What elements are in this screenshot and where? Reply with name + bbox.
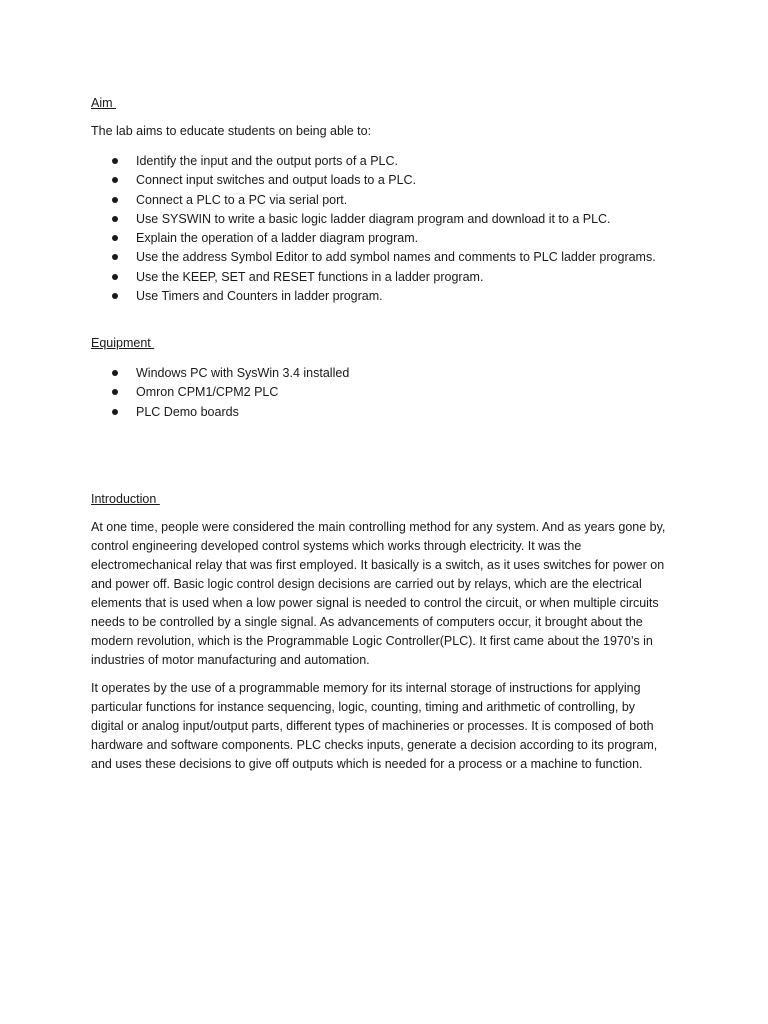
text-line: hardware and software components. PLC checks inputs, generate a decision according to its program, [91, 738, 658, 752]
bullet-icon [112, 370, 118, 376]
aim-heading: Aim [91, 96, 116, 110]
aim-intro: The lab aims to educate students on being able to: [91, 124, 372, 138]
list-item-text: Connect input switches and output loads to a PLC. [136, 173, 417, 188]
introduction-heading: Introduction [91, 492, 160, 506]
text-line: needs to be controlled by a single signal. As advancements of computers occur, it brought about the [91, 615, 643, 629]
list-item-text: Identify the input and the output ports of a PLC. [136, 154, 398, 168]
text-line: elements that is used when a low power signal is needed to control the circuit, or when multiple circuits [91, 596, 659, 610]
list-item-text: Connect a PLC to a PC via serial port. [136, 192, 348, 207]
list-item-text: Windows PC with SysWin 3.4 installed [136, 366, 350, 380]
bullet-icon [112, 158, 118, 164]
text-line: digital or analog input/output parts, different types of machineries or processes. It is composed of both [91, 719, 654, 733]
bullet-icon [112, 197, 118, 203]
bullet-icon [112, 389, 118, 395]
text-line: modern revolution, which is the Programmable Logic Controller(PLC). It first came about the 1970’s in [91, 634, 653, 648]
text-line: and uses these decisions to give off outputs which is needed for a process or a machine to function. [91, 757, 643, 771]
bullet-icon [112, 293, 118, 299]
list-item-text: Omron CPM1/CPM2 PLC [136, 385, 279, 400]
introduction-paragraph-2 [91, 680, 657, 775]
bullet-icon [112, 409, 118, 415]
bullet-icon [112, 235, 118, 241]
text-line: control engineering developed control systems which works through electricity. It was the [91, 539, 582, 553]
bullet-icon [112, 177, 118, 183]
text-line: industries of motor manufacturing and automation. [91, 653, 370, 667]
list-item-text: Use the address Symbol Editor to add symbol names and comments to PLC ladder programs. [136, 250, 656, 265]
list-item-text: Use SYSWIN to write a basic logic ladder diagram program and download it to a PLC. [136, 211, 611, 226]
text-line: electromechanical relay that was first employed. It basically is a switch, as it uses switches for power on [91, 558, 665, 572]
text-line: At one time, people were considered the main controlling method for any system. And as years gone by, [91, 520, 666, 534]
bullet-icon [112, 274, 118, 280]
bullet-icon [112, 216, 118, 222]
introduction-paragraph-1 [91, 519, 665, 671]
text-line: and power off. Basic logic control design decisions are carried out by relays, which are the electrical [91, 577, 642, 591]
bullet-icon [112, 254, 118, 260]
list-item-text: PLC Demo boards [136, 404, 239, 419]
equipment-heading: Equipment [91, 336, 155, 350]
text-line: It operates by the use of a programmable memory for its internal storage of instructions for applying [91, 681, 641, 695]
text-line: particular functions for instance sequencing, logic, counting, timing and arithmetic of controlling, by [91, 700, 636, 714]
list-item-text: Use Timers and Counters in ladder program. [136, 289, 383, 304]
list-item-text: Explain the operation of a ladder diagram program. [136, 231, 419, 246]
list-item-text: Use the KEEP, SET and RESET functions in a ladder program. [136, 269, 484, 284]
